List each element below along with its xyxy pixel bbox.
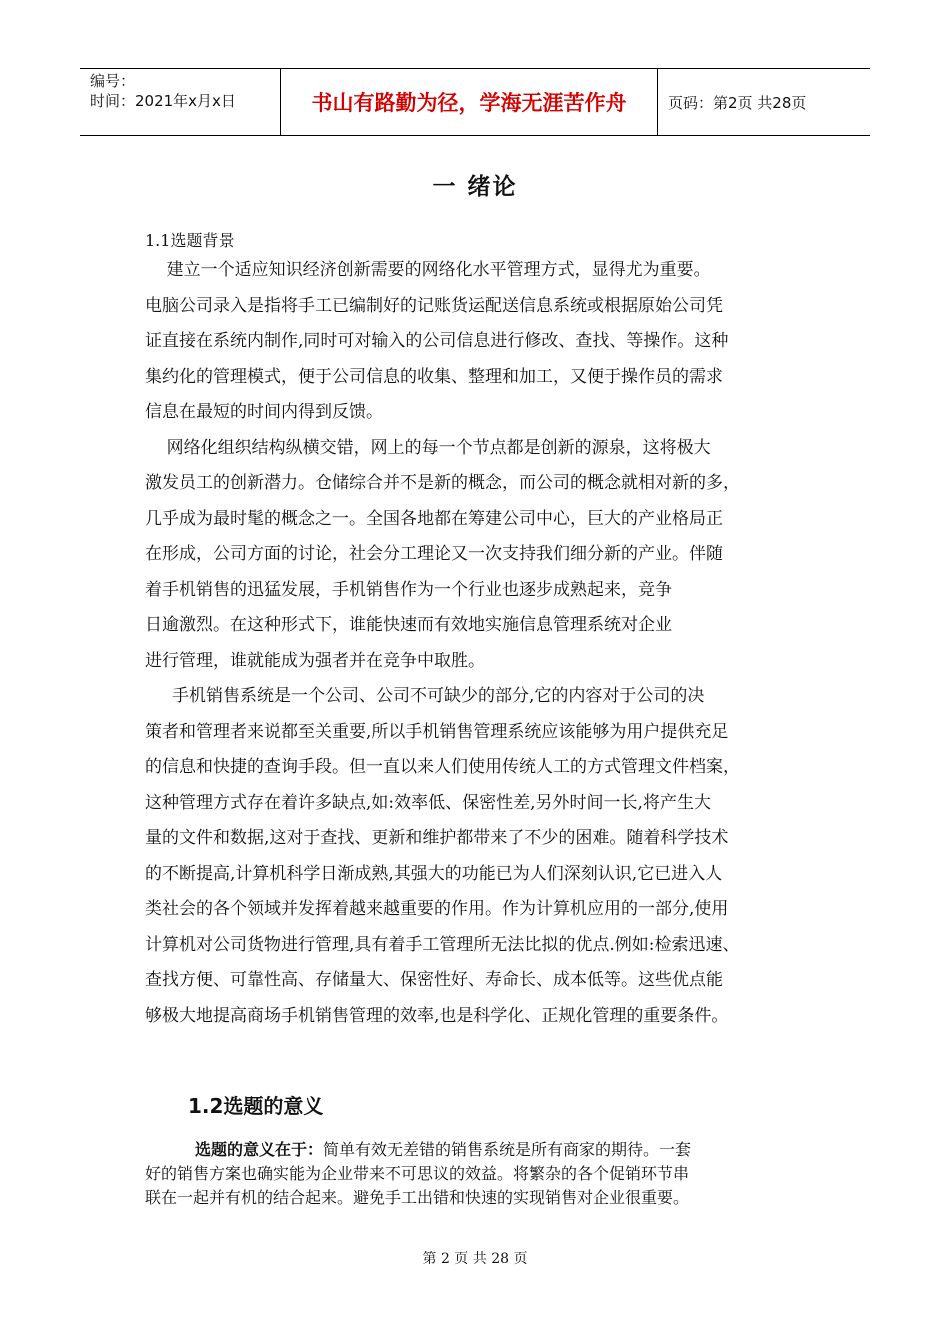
body-line: 几乎成为最时髦的概念之一。全国各地都在筹建公司中心，巨大的产业格局正 xyxy=(145,508,723,529)
chapter-title: 一 绪论 xyxy=(432,174,518,200)
body-line: 激发员工的创新潜力。仓储综合并不是新的概念，而公司的概念就相对新的多， xyxy=(145,473,740,493)
section-1-2-line: 好的销售方案也确实能为企业带来不可思议的效益。将繁杂的各个促销环节串 xyxy=(145,1164,690,1183)
header-page-info: 页码：第2页 共28页 xyxy=(668,93,807,112)
body-line: 电脑公司录入是指将手工已编制好的记账货运配送信息系统或根据原始公司凭 xyxy=(145,295,723,316)
body-line: 手机销售系统是一个公司、公司不可缺少的部分,它的内容对于公司的决 xyxy=(145,686,705,706)
body-line: 着手机销售的迅猛发展，手机销售作为一个行业也逐步成熟起来，竞争 xyxy=(145,579,672,600)
body-line: 集约化的管理模式，便于公司信息的收集、整理和加工，又便于操作员的需求 xyxy=(145,366,723,387)
header-motto: 书山有路勤为径，学海无涯苦作舟 xyxy=(280,69,658,135)
body-line: 建立一个适应知识经济创新需要的网络化水平管理方式，显得尤为重要。 xyxy=(145,260,711,280)
body-line: 的不断提高,计算机科学日渐成熟,其强大的功能已为人们深刻认识,它已进入人 xyxy=(145,863,723,884)
header-meta-cell xyxy=(80,69,280,135)
body-line: 的信息和快捷的查询手段。但一直以来人们使用传统人工的方式管理文件档案， xyxy=(145,757,740,777)
body-line: 这种管理方式存在着许多缺点,如:效率低、保密性差,另外时间一长,将产生大 xyxy=(145,792,711,813)
body-line: 够极大地提高商场手机销售管理的效率,也是科学化、正规化管理的重要条件。 xyxy=(145,1005,729,1026)
body-line: 策者和管理者来说都至关重要,所以手机销售管理系统应该能够为用户提供充足 xyxy=(145,721,729,742)
header-time-label: 时间：2021年x月x日 xyxy=(90,92,236,110)
body-line: 网络化组织结构纵横交错，网上的每一个节点都是创新的源泉，这将极大 xyxy=(145,437,711,458)
section-1-1-label: 1.1选题背景 xyxy=(145,231,235,250)
body-line: 量的文件和数据,这对于查找、更新和维护都带来了不少的困难。随着科学技术 xyxy=(145,828,729,848)
section-1-2-first-line-rest: 简单有效无差错的销售系统是所有商家的期待。一套 xyxy=(323,1140,692,1159)
body-line: 信息在最短的时间内得到反馈。 xyxy=(145,402,383,422)
body-line: 类社会的各个领域并发挥着越来越重要的作用。作为计算机应用的一部分,使用 xyxy=(145,899,729,919)
body-line: 计算机对公司货物进行管理,具有着手工管理所无法比拟的优点.例如:检索迅速、 xyxy=(145,934,740,955)
header-table xyxy=(80,68,870,136)
body-line: 在形成，公司方面的讨论，社会分工理论又一次支持我们细分新的产业。伴随 xyxy=(145,544,723,564)
body-line: 证直接在系统内制作,同时可对输入的公司信息进行修改、查找、等操作。这种 xyxy=(145,331,729,351)
section-1-2-heading: 1.2选题的意义 xyxy=(188,1094,324,1118)
header-number-label: 编号： xyxy=(90,72,136,90)
section-1-2-lead: 选题的意义在于： xyxy=(195,1140,324,1159)
section-1-2-first-line xyxy=(195,1138,691,1162)
body-line: 查找方便、可靠性高、存储量大、保密性好、寿命长、成本低等。这些优点能 xyxy=(145,970,723,990)
body-line: 日逾激烈。在这种形式下，谁能快速而有效地实施信息管理系统对企业 xyxy=(145,615,672,635)
body-line: 进行管理，谁就能成为强者并在竞争中取胜。 xyxy=(145,650,485,671)
section-1-2-line: 联在一起并有机的结合起来。避免手工出错和快速的实现销售对企业很重要。 xyxy=(145,1188,690,1207)
page-footer: 第 2 页 共 28 页 xyxy=(422,1251,528,1267)
